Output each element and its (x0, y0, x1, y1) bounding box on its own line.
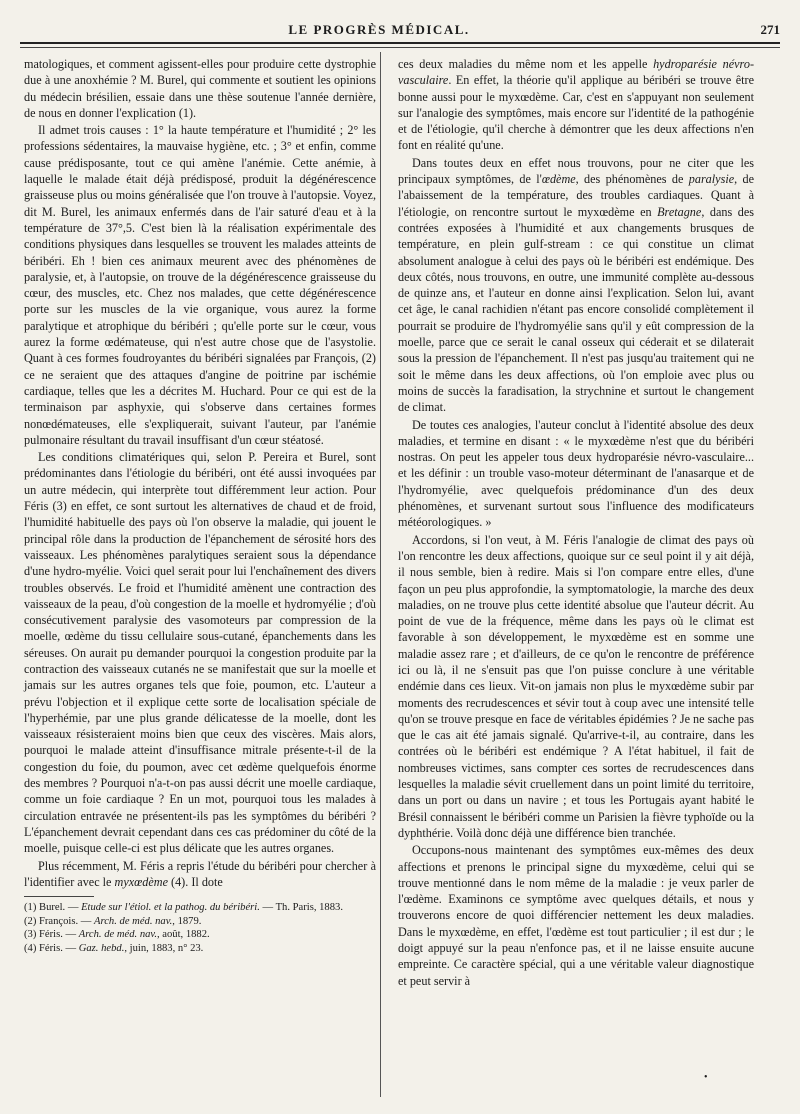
emphasis: myxœdème (114, 874, 168, 889)
running-head (20, 22, 780, 42)
right-column (398, 56, 754, 989)
emphasis: paralysie (688, 172, 735, 187)
column-divider (380, 52, 381, 1097)
emphasis: œdème (541, 172, 576, 187)
footnote-title: Arch. de méd. nav. (94, 915, 173, 927)
text-run: , dans des contrées exposées à l'humidité et aux changements brusques de température, en plein gulf-stream : ce qui constitue un climat absolument analogue à celui des pays où le béribéri est endémique. Des deux côtés, nous trouvons, en outre, une immunité complète au-dessous de quinze ans, et l'auteur en donne ainsi l'explication. Selon lui, avant cet âge, le canal rachidien n'étant pas encore consolidé complètement il pourrait se produire de l'hydromyélie sans qu'il y eût compression de la moelle, parce que ce serait le canal osseux qui céderait et se dilaterait sous la pression de l'épanchement. Il n'est pas jusqu'au traitement qui ne soit le même dans les deux affections, où l'on emploie avec plus ou moins de succès la faradisation, la strychnine et surtout le changement de climat. (398, 204, 754, 415)
footnote-ref: (1) Burel. — (24, 902, 82, 914)
paragraph: Occupons-nous maintenant des symptômes eux-mêmes des deux affections et prenons le principal signe du myxœdème, celui qui se trouve mentionné dans le nom même de la maladie : je veux parler de l'œdème. Examinons ce symptôme avec quelques détails, et nous y trouverons encore de quoi différencier nettement les deux maladies. Dans le myxœdème, en effet, l'œdème est tout particulier ; il est dur ; le doigt appuyé sur la peau n'enfonce pas, et il ne laisse ensuite aucune empreinte. Ce caractère spécial, qui a une véritable valeur diagnostique et peut servir à (398, 843, 754, 988)
footnote-tail: , août, 1882. (156, 929, 210, 941)
paragraph: matologiques, et comment agissent-elles pour produire cette dystrophie due à une anoxhémie ? M. Burel, qui commente et soutient les opinions du médecin brésilien, essaie dans une thèse soutenue l'année dernière, de nous en donner l'explication (1). (24, 57, 376, 120)
footnote (24, 901, 376, 915)
paragraph (398, 155, 754, 416)
footnote-tail: — Th. Paris, 1883. (259, 902, 343, 914)
footnote-ref: (4) Féris. — (24, 942, 79, 954)
paragraph: De toutes ces analogies, l'auteur conclut à l'identité absolue des deux maladies, et termine en disant : « le myxœdème n'est que du béribéri nostras. On peut les appeler tous deux hydroparésie névro-vasculaire... et les définir : un trouble vaso-moteur déterminant de l'anasarque et de l'hydromyélie, avec quelquefois prédominance d'un des deux phénomènes, et survenant surtout sous l'influence des modificateurs météorologiques. » (398, 417, 754, 530)
emphasis: hydroparésie névro-vasculaire (398, 57, 754, 88)
footnotes (24, 901, 376, 955)
paragraph: Accordons, si l'on veut, à M. Féris l'analogie de climat des pays où l'on rencontre les deux affections, quoique sur ce seul point il y ait déjà, il nous semble, bien à redire. Mais si l'on compare entre elles, d'une façon un peu plus approfondie, la symptomatologie, la marche des deux maladies, on ne trouve plus cette identité absolue que l'auteur décrit. Au point de vue de la fréquence, même dans les pays où le climat est favorable à son développement, le myxœdème est en somme une maladie assez rare ; et d'ailleurs, de ce qu'on le rencontre de préférence ici ou là, il ne s'ensuit pas que l'on puisse conclure à une véritable endémie dans ces lieux. Vit-on jamais non plus le myxœdème subir par moments des recrudescences et sévir tout à coup avec une intensité telle qu'on se trouve presque en face de véritables épidémies ? Je ne sache pas que le cas ait été jamais signalé. Qu'arrive-t-il, au contraire, dans les contrées où le béribéri est endémique ? A l'état habituel, il fait de nombreuses victimes, sans compter ces sortes de recrudescences dans lesquelles la maladie sévit cruellement dans un point limité du territoire, dans un port ou dans un navire ; et tous les Portugais ayant habité le Brésil connaissent le béribéri comme un Parisien la fièvre typhoïde ou la dyphthérie. Voilà donc déjà une différence bien tranchée. (398, 532, 754, 840)
footnote (24, 928, 376, 942)
text-run: (4). Il dote (167, 874, 223, 889)
paragraph (24, 858, 376, 891)
paragraph: Les conditions climatériques qui, selon P. Pereira et Burel, sont prédominantes dans l'étiologie du béribéri, ont été aussi invoquées par un autre médecin, qui interprète tout différemment leur action. Pour Féris (3) en effet, ce sont surtout les alternatives de chaud et de froid, l'humidité habituelle des pays où l'on observe la maladie, qui jouent le principal rôle dans la production de l'épanchement de sérosité hors des vaisseaux. Les phénomènes paralytiques seraient sous la dépendance d'une hydro-myélie. Voici quel serait pour lui l'enchaînement des divers troubles observés. Le froid et l'humidité amènent une contraction des vaisseaux de la peau, d'où congestion de la moelle et hydromyélie ; d'où consécutivement paralysie des vasomoteurs par compression de la moelle, œdème du tissu cellulaire sous-cutané, épanchements dans les séreuses. On aurait pu demander pourquoi la congestion produite par la contraction des vaisseaux cutanés ne se manifestait que sur la moelle et jamais sur les autres organes tels que foie, poumon, etc. L'auteur a prévu l'objection et il explique cette sorte de localisation spéciale de l'hyperhémie, par une plus grande délicatesse de la moelle, dont les vaisseaux résisteraient moins bien que ceux des viscères. Mais alors, pourquoi le malade atteint d'insuffisance mitrale présente-t-il de la congestion du foie, du poumon, avec cet œdème quelquefois énorme des membres ? Pourquoi n'a-t-on pas aussi décrit une moelle cardiaque, comme un foie cardiaque ? En un mot, pourquoi tous les malades à circulation entravée ne présentent-ils pas les symptômes du béribéri ? L'épanchement devrait cependant dans ces cas prédominer du côté de la moelle, puisque celle-ci est plus délicate que les autres organes. (24, 450, 376, 856)
footnote-title: Arch. de méd. nav. (78, 929, 157, 941)
left-column (24, 56, 376, 955)
footnote-rule (24, 896, 94, 897)
journal-title: LE PROGRÈS MÉDICAL. (288, 22, 470, 37)
footnote (24, 942, 376, 956)
footnote-title: Etude sur l'étiol. et la pathog. du béribéri. (81, 902, 260, 914)
footnote-ref: (2) François. — (24, 915, 95, 927)
footnote (24, 915, 376, 929)
paragraph (398, 56, 754, 154)
footnote-tail: , juin, 1883, n° 23. (124, 942, 204, 954)
text-run: , de l'abaissement de la température, des troubles cardiaques. Quant à l'étiologie, on rencontre surtout le myxœdème en (398, 172, 755, 219)
page-number: 271 (760, 22, 780, 37)
emphasis: Bretagne (657, 204, 702, 219)
text-run: Plus récemment, M. Féris a repris l'étude du béribéri pour chercher à l'identifier avec le (24, 858, 376, 889)
text-run: Dans toutes deux en effet nous trouvons, pour ne citer que les principaux symptômes, de l' (398, 155, 754, 187)
footnote-ref: (3) Féris. — (24, 929, 79, 941)
text-run: , des phénomènes de (575, 172, 689, 187)
text-run: . En effet, la théorie qu'il applique au béribéri se trouve être bonne aussi pour le myxœdème. Car, c'est en s'appuyant non seulement sur l'analogie des symptômes, mais encore sur l'identité de la pathogénie et de l'étiologie, qu'il cherche à démontrer que les deux affections n'en font en réalité qu'une. (398, 73, 754, 153)
text-run: ces deux maladies du même nom et les appelle (398, 57, 654, 71)
footnote-tail: , 1879. (172, 915, 202, 927)
paragraph: Il admet trois causes : 1° la haute température et l'humidité ; 2° les professions sédentaires, la mauvaise hygiène, etc. ; 3° et enfin, comme cause prédisposante, tout ce qui amène l'anémie. Cette anémie, à laquelle le malade était déjà prédisposé, produit la dégénérescence graisseuse plus ou moins généralisée que l'on trouve à l'autopsie. Voyez, dit M. Burel, les animaux enfermés dans de l'air saturé d'eau et à la température de 37°,5. C'est bien là la réalisation expérimentale des conditions physiques dans lesquelles se trouvent les malades atteints de béribéri. Eh ! bien ces animaux meurent avec des phénomènes de paralysie, et, à l'autopsie, on trouve de la dégénérescence graisseuse du cœur, des muscles, etc. Chez nos malades, que cette dégénérescence porte sur les muscles de la vie organique, vous aurez la forme paralytique et atrophique du béribéri ; qu'elle porte sur le cœur, vous aurez la forme œdémateuse, qui n'est autre chose que de l'asystolie. Quant à ces formes foudroyantes du béribéri signalées par François, (2) ce ne seraient que des attaques d'angine de poitrine par ischémie cardiaque, telles que les a décrites M. Huchard. Pour ce qui est de la terminaison par asphyxie, qui s'observe dans certaines formes nonœdémateuses, elle s'expliquerait, suivant l'auteur, par l'anémie pulmonaire résultant du travail insuffisant d'un cœur stéatosé. (24, 123, 376, 447)
footnote-title: Gaz. hebd. (78, 942, 125, 954)
header-rule-thin (20, 47, 780, 48)
header-rule (20, 42, 780, 44)
ink-dot: • (704, 1072, 708, 1083)
